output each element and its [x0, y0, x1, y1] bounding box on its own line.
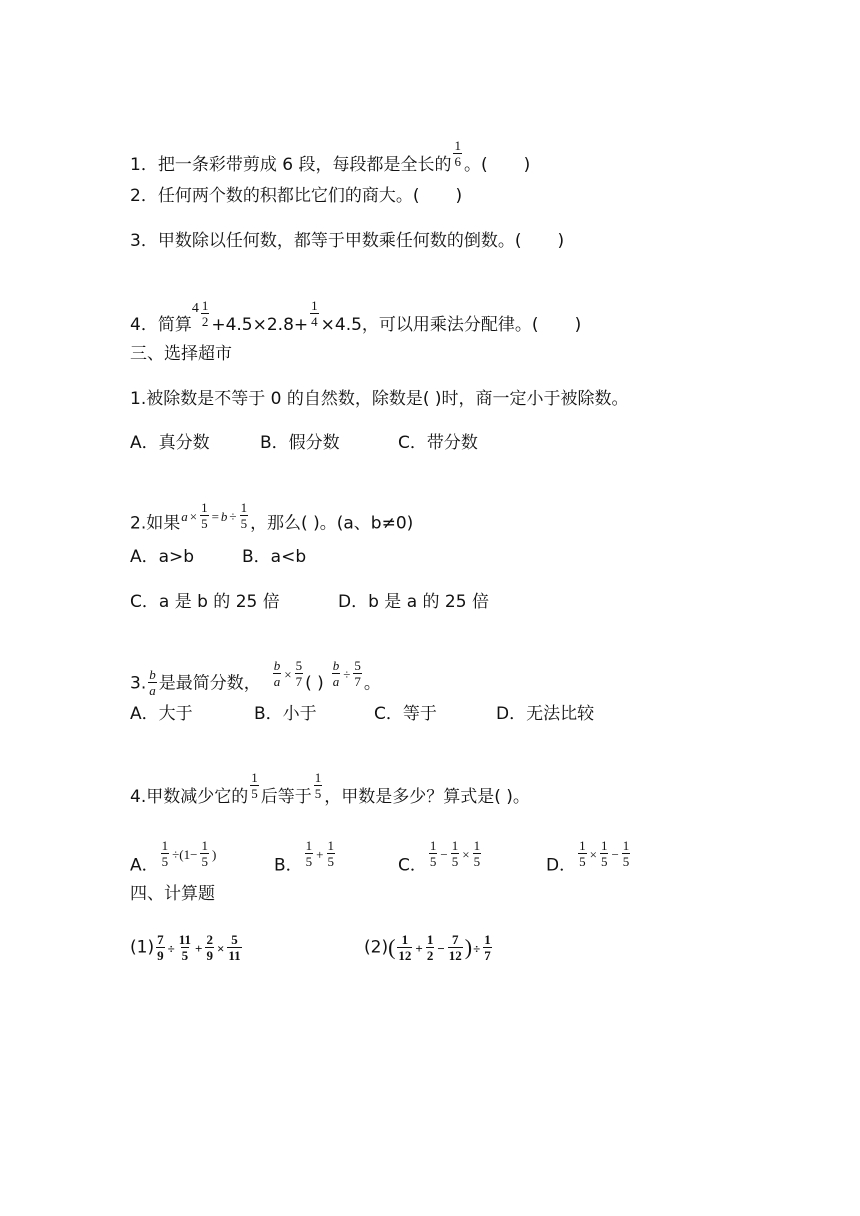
answer-blank[interactable]: ( )	[305, 673, 324, 694]
calc-problems	[130, 932, 494, 963]
choice-q2-options-row2	[130, 590, 489, 614]
judge-q1: 1．把一条彩带剪成 6 段，每段都是全长的 $\frac{1}{6}$ 。( )	[130, 138, 531, 175]
equation: a × $\frac{1}{5}$ = b ÷ $\frac{1}{5}$	[181, 500, 248, 531]
calc-problem-2: (2)( $\frac{1}{12}$ + $\frac{1}{2}$ − $\frac{7}{12}$ )÷ $\frac{1}{7}$	[364, 932, 491, 963]
section-title-calc: 四、计算题	[130, 884, 215, 904]
judge-q3: 3．甲数除以任何数，都等于甲数乘任何数的倒数。( )	[130, 231, 565, 251]
choice-q2-options-row1	[130, 545, 306, 569]
choice-q1-options	[130, 431, 478, 455]
option-c[interactable]: C．带分数	[398, 433, 478, 453]
option-a[interactable]: A．大于	[130, 704, 193, 724]
expression-1: $\frac{b}{a}$ × $\frac{5}{7}$	[273, 658, 303, 689]
option-d[interactable]: D．b 是 a 的 25 倍	[338, 592, 489, 612]
choice-q3-options	[130, 702, 594, 726]
fraction-quarter: $\frac{1}{4}$	[311, 298, 318, 329]
option-a[interactable]: A．a>b	[130, 547, 195, 567]
option-c[interactable]: C．a 是 b 的 25 倍	[130, 592, 280, 612]
option-b[interactable]: B．a<b	[242, 547, 307, 567]
choice-q4: 4.甲数减少它的 $\frac{1}{5}$ 后等于 $\frac{1}{5}$ ，甲数是多少？算式是( )。	[130, 770, 530, 807]
option-c[interactable]: C． $\frac{1}{5}$ − $\frac{1}{5}$ × $\frac{1}{5}$	[398, 838, 481, 876]
option-a[interactable]: A．真分数	[130, 433, 210, 453]
choice-q3: 3. $\frac{b}{a}$ 是最简分数， $\frac{b}{a}$ × $\frac{5}{7}$ ( ) $\frac{b}{a}$ ÷ $\frac{5}{7}$ 。	[130, 658, 381, 698]
choice-q2: 2.如果a × $\frac{1}{5}$ = b ÷ $\frac{1}{5}$ ，那么( )。(a、b≠0)	[130, 500, 414, 534]
option-d[interactable]: D． $\frac{1}{5}$ × $\frac{1}{5}$ − $\frac{1}{5}$	[546, 838, 630, 876]
option-b[interactable]: B．假分数	[260, 433, 340, 453]
expression-2: $\frac{b}{a}$ ÷ $\frac{5}{7}$	[332, 658, 361, 689]
option-a[interactable]: A． $\frac{1}{5}$ ÷(1− $\frac{1}{5}$ )	[130, 838, 217, 876]
fraction-one-sixth: $\frac{1}{6}$	[454, 138, 461, 169]
option-d[interactable]: D．无法比较	[496, 704, 595, 724]
calc-problem-1: (1) $\frac{7}{9}$ ÷ $\frac{11}{5}$ + $\frac{2}{9}$ × $\frac{5}{11}$	[130, 932, 241, 963]
fraction-half: $\frac{1}{2}$	[201, 298, 209, 329]
option-b[interactable]: B．小于	[254, 704, 317, 724]
choice-q1: 1.被除数是不等于 0 的自然数，除数是( )时，商一定小于被除数。	[130, 389, 629, 409]
judge-q4: 4．简算$^4$ $\frac{1}{2}$ +4.5×2.8+ $\frac{1}{4}$ ×4.5，可以用乘法分配律。( )	[130, 298, 582, 335]
choice-q4-options	[130, 838, 632, 878]
section-title-choice: 三、选择超市	[130, 344, 232, 364]
option-c[interactable]: C．等于	[374, 704, 437, 724]
judge-q2: 2．任何两个数的积都比它们的商大。( )	[130, 186, 463, 206]
option-b[interactable]: B． $\frac{1}{5}$ + $\frac{1}{5}$	[274, 838, 335, 876]
